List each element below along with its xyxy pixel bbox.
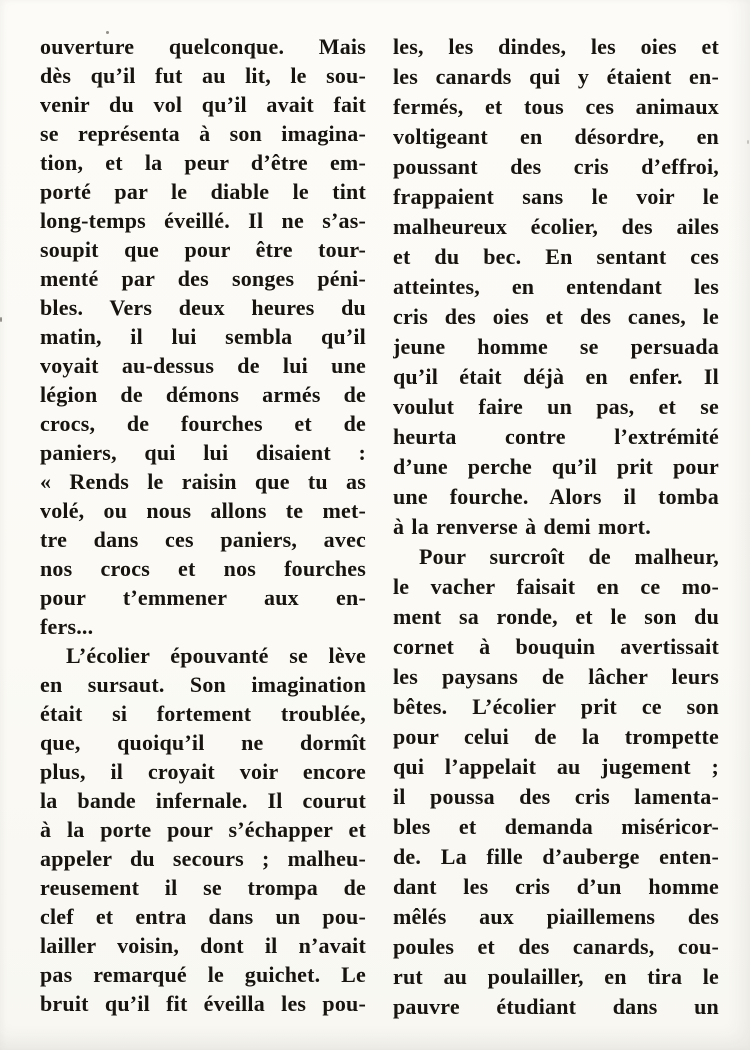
text-line: les, les dindes, les oies et xyxy=(393,34,719,59)
text-line: rut au poulailler, en tira le xyxy=(393,964,719,989)
text-line: long-temps éveillé. Il ne s’as- xyxy=(40,208,366,233)
text-line: appeler du secours ; malheu- xyxy=(40,846,366,871)
text-line: bles et demanda miséricor- xyxy=(393,814,719,839)
text-line: de. La fille d’auberge enten- xyxy=(393,844,719,869)
text-line: dant les cris d’un homme xyxy=(393,874,719,899)
text-line: crocs, de fourches et de xyxy=(40,411,366,436)
text-line: « Rends le raisin que tu as xyxy=(40,469,366,494)
text-line: atteintes, en entendant les xyxy=(393,274,719,299)
text-line: il poussa des cris lamenta- xyxy=(393,784,719,809)
right-text-column xyxy=(393,32,719,1022)
text-line: pauvre étudiant dans un xyxy=(393,994,719,1019)
text-line: plus, il croyait voir encore xyxy=(40,759,366,784)
text-line: légion de démons armés de xyxy=(40,382,366,407)
text-line: clef et entra dans un pou- xyxy=(40,904,366,929)
text-line: lailler voisin, dont il n’avait xyxy=(40,933,366,958)
text-line: que, quoiqu’il ne dormît xyxy=(40,730,366,755)
text-line: cornet à bouquin avertissait xyxy=(393,634,719,659)
text-line: voyait au-dessus de lui une xyxy=(40,353,366,378)
text-line: était si fortement troublée, xyxy=(40,701,366,726)
text-line: qu’il était déjà en enfer. Il xyxy=(393,364,719,389)
text-line: voltigeant en désordre, en xyxy=(393,124,719,149)
text-line: qui l’appelait au jugement ; xyxy=(393,754,719,779)
text-line: nos crocs et nos fourches xyxy=(40,556,366,581)
text-line: mêlés aux piaillemens des xyxy=(393,904,719,929)
text-line: fermés, et tous ces animaux xyxy=(393,94,719,119)
text-line: reusement il se trompa de xyxy=(40,875,366,900)
text-line: pas remarqué le guichet. Le xyxy=(40,962,366,987)
text-line: jeune homme se persuada xyxy=(393,334,719,359)
text-line: bêtes. L’écolier prit ce son xyxy=(393,694,719,719)
text-line: à la porte pour s’échapper et xyxy=(40,817,366,842)
text-line: se représenta à son imagina- xyxy=(40,121,366,146)
text-line: malheureux écolier, des ailes xyxy=(393,214,719,239)
text-line: bles. Vers deux heures du xyxy=(40,295,366,320)
text-line: en sursaut. Son imagination xyxy=(40,672,366,697)
text-line: soupit que pour être tour- xyxy=(40,237,366,262)
text-line: pour t’emmener aux en- xyxy=(40,585,366,610)
text-line: le vacher faisait en ce mo- xyxy=(393,574,719,599)
text-line: ment sa ronde, et le son du xyxy=(393,604,719,629)
text-line: matin, il lui sembla qu’il xyxy=(40,324,366,349)
text-line: poules et des canards, cou- xyxy=(393,934,719,959)
text-line: frappaient sans le voir le xyxy=(393,184,719,209)
text-line: heurta contre l’extrémité xyxy=(393,424,719,449)
text-line: menté par des songes péni- xyxy=(40,266,366,291)
text-line: porté par le diable le tint xyxy=(40,179,366,204)
text-line: voulut faire un pas, et se xyxy=(393,394,719,419)
text-line: ouverture quelconque. Mais xyxy=(40,34,366,59)
text-line: et du bec. En sentant ces xyxy=(393,244,719,269)
text-line: la bande infernale. Il courut xyxy=(40,788,366,813)
scan-speck xyxy=(747,140,749,144)
text-line: les paysans de lâcher leurs xyxy=(393,664,719,689)
text-line: d’une perche qu’il prit pour xyxy=(393,454,719,479)
text-line: poussant des cris d’effroi, xyxy=(393,154,719,179)
text-line: Pour surcroît de malheur, xyxy=(419,544,719,569)
text-line: tre dans ces paniers, avec xyxy=(40,527,366,552)
scan-speck xyxy=(0,317,2,322)
text-line: paniers, qui lui disaient : xyxy=(40,440,366,465)
text-line: bruit qu’il fit éveilla les pou- xyxy=(40,991,366,1016)
text-line: fers... xyxy=(40,614,94,639)
text-line: venir du vol qu’il avait fait xyxy=(40,92,366,117)
left-text-column xyxy=(40,32,366,1018)
text-line: à la renverse à demi mort. xyxy=(393,514,651,539)
text-line: les canards qui y étaient en- xyxy=(393,64,719,89)
text-line: cris des oies et des canes, le xyxy=(393,304,719,329)
text-line: L’écolier épouvanté se lève xyxy=(66,643,366,668)
scan-speck xyxy=(106,31,109,34)
text-line: une fourche. Alors il tomba xyxy=(393,484,719,509)
text-line: dès qu’il fut au lit, le sou- xyxy=(40,63,366,88)
text-line: tion, et la peur d’être em- xyxy=(40,150,366,175)
text-line: pour celui de la trompette xyxy=(393,724,719,749)
text-line: volé, ou nous allons te met- xyxy=(40,498,366,523)
